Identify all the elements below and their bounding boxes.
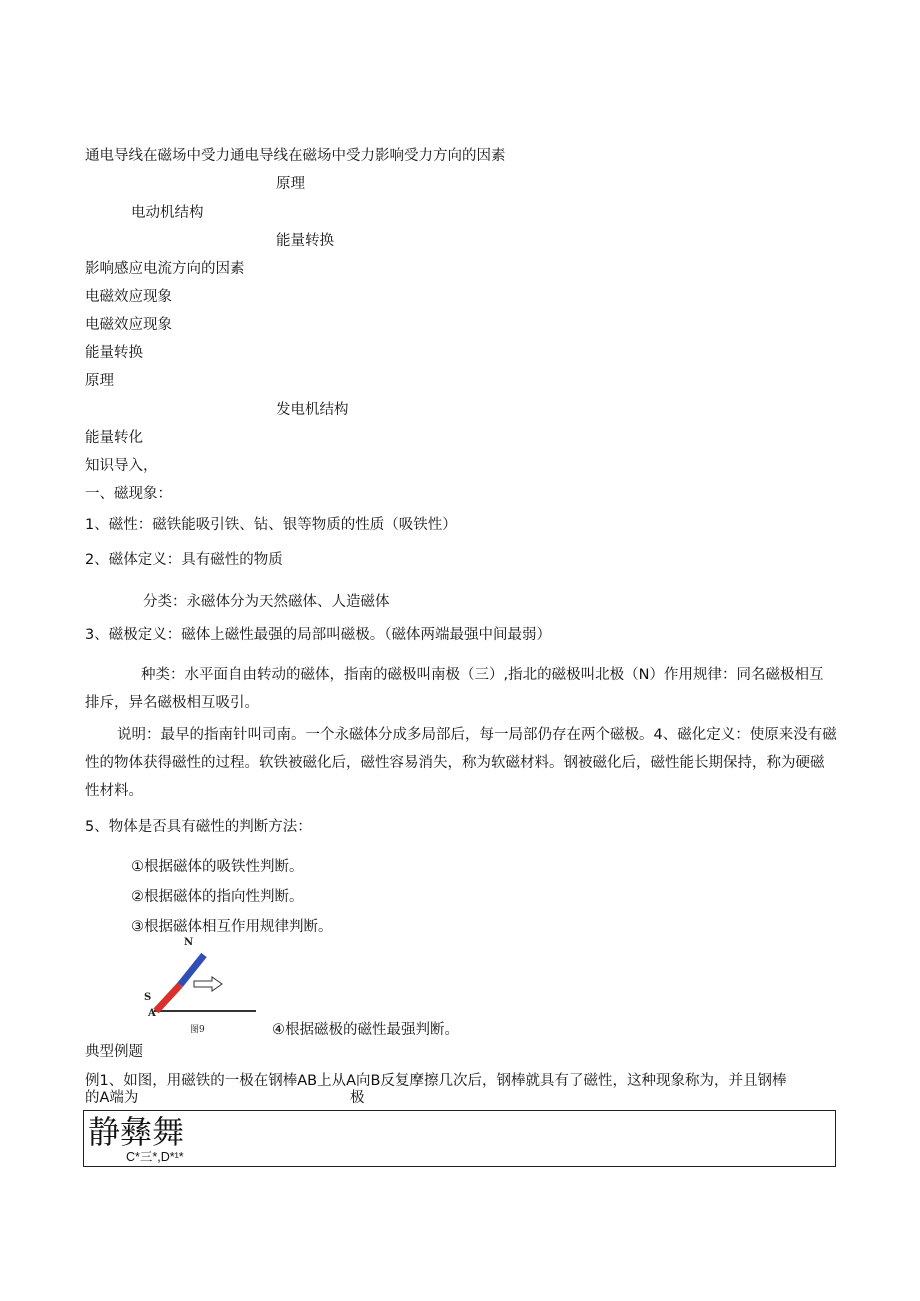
outline-induced-current-factors: 影响感应电流方向的因素 [85,261,245,277]
header-line: 通电导线在磁场中受力通电导线在磁场中受力影响受力方向的因素 [85,148,506,164]
figure-caption: 图9 [190,1025,205,1035]
outline-principle-1: 原理 [276,176,305,192]
judge-method-2: ②根据磁体的指向性判断。 [131,889,304,905]
outline-motor-structure: 电动机结构 [131,205,204,221]
magnet-figure [140,935,260,1035]
label-south: S [144,992,152,1003]
outline-em-induction-2: 电磁效应现象 [85,317,172,333]
examples-title: 典型例题 [85,1044,143,1060]
outline-principle-2: 原理 [85,373,114,389]
item-note-paragraph: 说明：最早的指南针叫司南。一个永磁体分成多局部后，每一局部仍存在两个磁极。4、磁化定义：使原来没有磁性的物体获得磁性的过程。软铁被磁化后，磁性容易消失，称为软磁材料。钢被磁化后，磁性能长期保持，称为硬磁性材料。 [85,727,837,799]
item-magnet-definition: 2、磁体定义：具有磁性的物质 [85,552,283,568]
label-north: N [184,937,194,948]
outline-generator-structure: 发电机结构 [276,402,349,418]
outline-energy-conversion-1: 能量转换 [276,233,334,249]
answer-box [83,1110,836,1167]
item-types-paragraph: 种类：水平面自由转动的磁体，指南的磁极叫南极（三）,指北的磁极叫北极（N）作用规律：同名磁极相互排斥，异名磁极相互吸引。 [85,667,824,711]
item-pole-definition: 3、磁极定义：磁体上磁性最强的局部叫磁极。（磁体两端最强中间最弱） [85,627,551,643]
example-1-pole-blank: 极 [350,1090,365,1106]
magnet-diagram [140,935,260,1035]
label-a: A [148,1008,156,1019]
direction-arrow-icon [194,977,222,991]
answer-options: C*三*,D*¹* [126,1150,184,1164]
outline-energy-conversion-2: 能量转换 [85,345,143,361]
example-1-line-2: 的A端为 [85,1090,139,1106]
judge-method-4: ④根据磁极的磁性最强判断。 [272,1022,459,1038]
item-magnetism: 1、磁性：磁铁能吸引铁、钻、银等物质的性质（吸铁性） [85,517,457,533]
judge-method-1: ①根据磁体的吸铁性判断。 [131,859,304,875]
judge-method-3: ③根据磁体相互作用规律判断。 [131,919,333,935]
intro-text: 知识导入， [85,458,158,474]
outline-em-induction-1: 电磁效应现象 [85,289,172,305]
judge-title: 5、物体是否具有磁性的判断方法： [85,819,312,835]
outline-energy-conversion-3: 能量转化 [85,430,143,446]
example-1-line-1: 例1、如图，用磁铁的一极在钢棒AB上从A向B反复摩擦几次后，钢棒就具有了磁性，这种现象称为，并且钢棒 [85,1073,787,1089]
magnet-south-half [156,985,180,1011]
item-classification: 分类：永磁体分为天然磁体、人造磁体 [143,594,390,610]
answer-glyphs: 静彝舞 [88,1113,185,1151]
section-heading: 一、磁现象： [85,486,172,502]
